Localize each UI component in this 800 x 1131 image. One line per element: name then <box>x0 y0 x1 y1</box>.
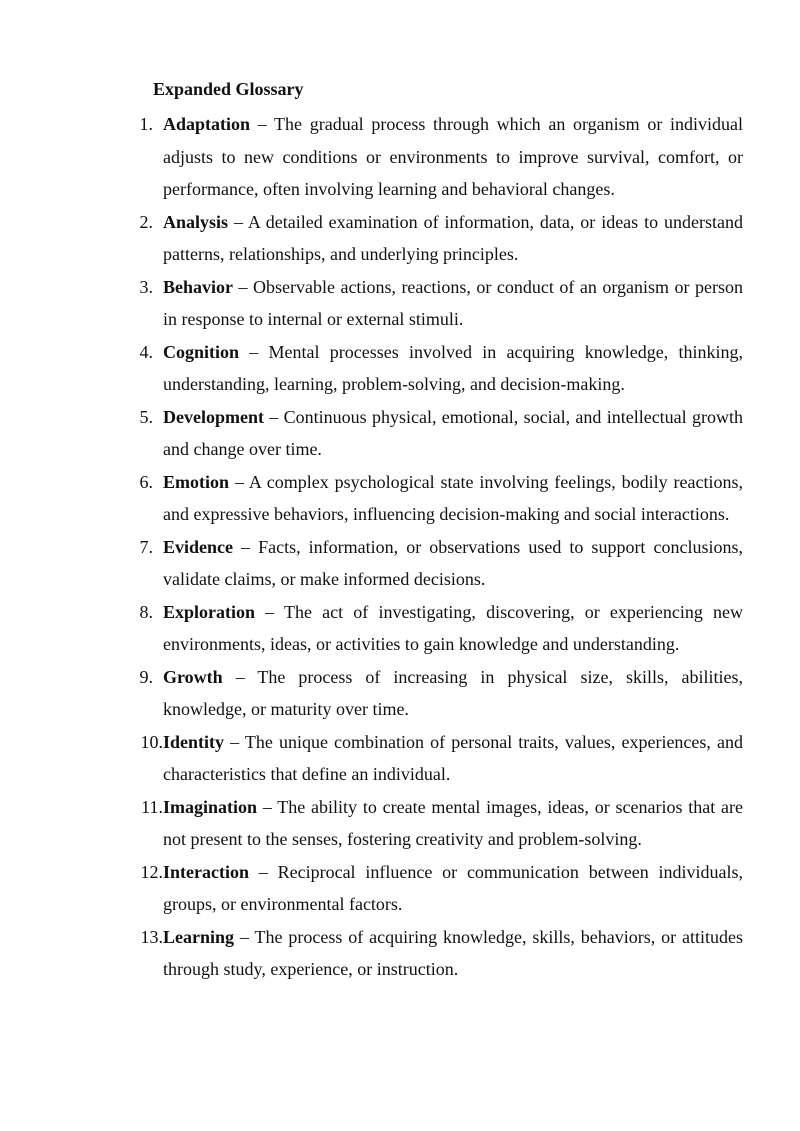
entry-number: 6. <box>139 471 153 492</box>
entry-text <box>163 661 743 726</box>
entry-term: Development <box>163 406 264 427</box>
entry-number: 13. <box>140 926 163 947</box>
glossary-entry <box>0 596 800 661</box>
glossary-entry <box>0 108 800 206</box>
entry-term: Learning <box>163 926 235 947</box>
glossary-entry <box>0 921 800 986</box>
entry-definition: – The process of acquiring knowledge, skills, behaviors, or attitudes through study, experience, or instruction. <box>163 926 743 979</box>
page-title: Expanded Glossary <box>153 79 304 99</box>
entry-number: 7. <box>139 536 153 557</box>
entry-term: Behavior <box>163 276 233 297</box>
entry-definition: – The act of investigating, discovering, or experiencing new environments, ideas, or activities to gain knowledge and understanding. <box>163 601 743 654</box>
glossary-entry <box>0 531 800 596</box>
glossary-entry <box>0 661 800 726</box>
entry-text <box>163 726 743 791</box>
glossary-entry <box>0 336 800 401</box>
entry-term: Exploration <box>163 601 256 622</box>
entry-definition: – A detailed examination of information, data, or ideas to understand patterns, relationships, and underlying principles. <box>163 211 743 264</box>
entry-definition: – Mental processes involved in acquiring knowledge, thinking, understanding, learning, problem-solving, and decision-making. <box>163 341 743 394</box>
entry-number: 3. <box>139 276 153 297</box>
entry-text <box>163 271 743 336</box>
glossary-entry <box>0 401 800 466</box>
entry-number: 9. <box>139 666 153 687</box>
entry-number: 10. <box>140 731 163 752</box>
entry-term: Adaptation <box>163 114 251 134</box>
entry-definition: – Facts, information, or observations used to support conclusions, validate claims, or make informed decisions. <box>163 536 743 589</box>
entry-definition: – The gradual process through which an organism or individual adjusts to new conditions or environments to improve survival, comfort, or performance, often involving learning and behavioral changes. <box>163 114 743 199</box>
entry-definition: – The ability to create mental images, ideas, or scenarios that are not present to the senses, fostering creativity and problem-solving. <box>163 796 743 849</box>
entry-text <box>163 531 743 596</box>
entry-number: 2. <box>139 211 153 232</box>
entry-number: 12. <box>140 861 163 882</box>
entry-text <box>163 206 743 271</box>
entry-number: 8. <box>139 601 153 622</box>
glossary-entry <box>0 271 800 336</box>
entry-text <box>163 921 743 986</box>
entry-number: 4. <box>139 341 153 362</box>
entry-term: Interaction <box>163 861 249 882</box>
entry-number: 1. <box>139 114 153 134</box>
entry-definition: – Continuous physical, emotional, social, and intellectual growth and change over time. <box>163 406 743 459</box>
entry-term: Evidence <box>163 536 233 557</box>
entry-text <box>163 108 743 206</box>
glossary-entry <box>0 206 800 271</box>
entry-text <box>163 466 743 531</box>
glossary-entry <box>0 856 800 921</box>
entry-term: Imagination <box>163 796 258 817</box>
entry-definition: – The unique combination of personal traits, values, experiences, and characteristics that define an individual. <box>163 731 743 784</box>
entry-term: Identity <box>163 731 225 752</box>
entry-text <box>163 791 743 856</box>
glossary-entry <box>0 791 800 856</box>
glossary-list <box>0 108 800 986</box>
entry-term: Analysis <box>163 211 229 232</box>
entry-definition: – Observable actions, reactions, or conduct of an organism or person in response to internal or external stimuli. <box>163 276 743 329</box>
glossary-entry <box>0 726 800 791</box>
entry-definition: – A complex psychological state involving feelings, bodily reactions, and expressive behaviors, influencing decision-making and social interactions. <box>163 471 743 524</box>
entry-text <box>163 401 743 466</box>
entry-text <box>163 336 743 401</box>
entry-term: Cognition <box>163 341 240 362</box>
entry-term: Growth <box>163 666 223 687</box>
glossary-entry <box>0 466 800 531</box>
entry-text <box>163 856 743 921</box>
entry-term: Emotion <box>163 471 230 492</box>
entry-definition: – Reciprocal influence or communication between individuals, groups, or environmental factors. <box>163 861 743 914</box>
entry-number: 5. <box>139 406 153 427</box>
entry-definition: – The process of increasing in physical size, skills, abilities, knowledge, or maturity over time. <box>163 666 743 719</box>
entry-text <box>163 596 743 661</box>
entry-number: 11. <box>141 796 163 817</box>
